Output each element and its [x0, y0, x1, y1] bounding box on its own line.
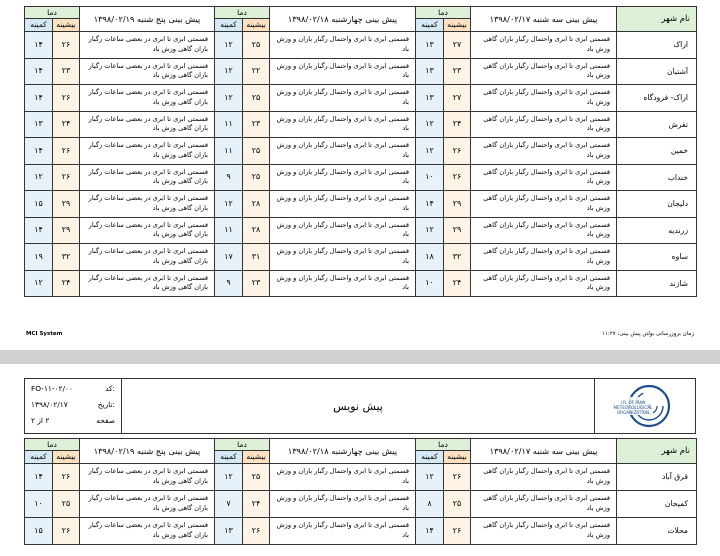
day2-header: پیش بینی چهارشنبه ۱۳۹۸/۰۲/۱۸: [270, 7, 416, 32]
day3-description: قسمتی ابری تا ابری در بعضی ساعات رگبار باران گاهی وزش باد: [80, 58, 215, 85]
day1-min-temp: ۱۳: [416, 85, 444, 112]
day3-min-header: کمینه: [25, 451, 53, 464]
city-name: زرندیه: [617, 217, 697, 244]
day1-max-temp: ۲۶: [444, 138, 471, 165]
day3-description: قسمتی ابری تا ابری در بعضی ساعات رگبار باران گاهی وزش باد: [80, 518, 215, 545]
day1-max-temp: ۲۵: [444, 491, 471, 518]
day2-max-temp: ۲۵: [243, 164, 270, 191]
day1-min-header: کمینه: [416, 19, 444, 32]
day1-min-temp: ۱۲: [416, 217, 444, 244]
day2-min-temp: ۱۲: [215, 191, 243, 218]
logo-icon: [609, 383, 681, 429]
day2-min-temp: ۹: [215, 164, 243, 191]
day2-max-temp: ۲۵: [243, 85, 270, 112]
page-title: پیش نویس: [333, 399, 383, 413]
table-row: [25, 464, 697, 491]
table-row: [25, 244, 697, 271]
day3-max-temp: ۲۵: [53, 491, 80, 518]
forecast-table-2: [24, 438, 697, 545]
day2-description: قسمتی ابری تا ابری واحتمال رگبار باران و وزش باد: [270, 464, 416, 491]
table-row: [25, 217, 697, 244]
day2-description: قسمتی ابری تا ابری واحتمال رگبار باران و وزش باد: [270, 58, 416, 85]
city-name: آشتیان: [617, 58, 697, 85]
table-row: [25, 164, 697, 191]
day3-header: پیش بینی پنج شنبه ۱۳۹۸/۰۲/۱۹: [80, 439, 215, 464]
day1-max-temp: ۲۶: [444, 518, 471, 545]
svg-text:METEOROLOGICAL: METEOROLOGICAL: [613, 405, 653, 410]
day1-min-temp: ۱۳: [416, 58, 444, 85]
day3-min-temp: ۱۴: [25, 85, 53, 112]
day3-min-temp: ۱۹: [25, 244, 53, 271]
day1-min-temp: ۸: [416, 491, 444, 518]
city-name: قرق آباد: [617, 464, 697, 491]
day3-max-temp: ۲۶: [53, 85, 80, 112]
day1-description: قسمتی ابری تا ابری واحتمال رگبار باران گاهی وزش باد: [471, 85, 617, 112]
day3-max-temp: ۲۴: [53, 270, 80, 297]
day2-min-temp: ۱۲: [215, 32, 243, 59]
day2-max-temp: ۲۴: [243, 491, 270, 518]
day1-description: قسمتی ابری تا ابری واحتمال رگبار باران گاهی وزش باد: [471, 464, 617, 491]
day3-max-temp: ۲۶: [53, 138, 80, 165]
day3-description: قسمتی ابری تا ابری در بعضی ساعات رگبار باران گاهی وزش باد: [80, 270, 215, 297]
city-name: محلات: [617, 518, 697, 545]
city-header: نام شهر: [617, 439, 697, 464]
day3-description: قسمتی ابری تا ابری در بعضی ساعات رگبار باران گاهی وزش باد: [80, 491, 215, 518]
day3-description: قسمتی ابری تا ابری در بعضی ساعات رگبار باران گاهی وزش باد: [80, 111, 215, 138]
day3-min-temp: ۱۴: [25, 464, 53, 491]
day2-min-temp: ۷: [215, 491, 243, 518]
day1-min-temp: ۱۰: [416, 270, 444, 297]
day2-min-temp: ۱۲: [215, 464, 243, 491]
table-row: [25, 191, 697, 218]
table-row: [25, 518, 697, 545]
document-info: [25, 379, 122, 433]
day1-min-temp: ۱۲: [416, 464, 444, 491]
day2-min-temp: ۱۱: [215, 217, 243, 244]
day3-max-temp: ۲۶: [53, 518, 80, 545]
table-row: [25, 270, 697, 297]
day3-max-header: بیشینه: [53, 451, 80, 464]
day1-max-temp: ۲۶: [444, 464, 471, 491]
footer-update-time: زمان بروزرسانی بولتن پیش بینی: ۱۱:۲۷: [601, 331, 694, 337]
day1-min-temp: ۱۲: [416, 138, 444, 165]
day3-description: قسمتی ابری تا ابری در بعضی ساعات رگبار باران گاهی وزش باد: [80, 464, 215, 491]
day1-max-temp: ۲۹: [444, 217, 471, 244]
day3-description: قسمتی ابری تا ابری در بعضی ساعات رگبار باران گاهی وزش باد: [80, 164, 215, 191]
day2-description: قسمتی ابری تا ابری واحتمال رگبار باران و وزش باد: [270, 270, 416, 297]
day3-min-temp: ۱۲: [25, 270, 53, 297]
day2-description: قسمتی ابری تا ابری واحتمال رگبار باران و وزش باد: [270, 191, 416, 218]
day3-description: قسمتی ابری تا ابری در بعضی ساعات رگبار باران گاهی وزش باد: [80, 217, 215, 244]
day3-min-temp: ۱۵: [25, 518, 53, 545]
day1-description: قسمتی ابری تا ابری واحتمال رگبار باران گاهی وزش باد: [471, 518, 617, 545]
day1-description: قسمتی ابری تا ابری واحتمال رگبار باران گاهی وزش باد: [471, 217, 617, 244]
day2-description: قسمتی ابری تا ابری واحتمال رگبار باران و وزش باد: [270, 111, 416, 138]
city-name: اراک: [617, 32, 697, 59]
day1-description: قسمتی ابری تا ابری واحتمال رگبار باران گاهی وزش باد: [471, 164, 617, 191]
day1-min-temp: ۱۴: [416, 518, 444, 545]
day2-max-header: بیشینه: [243, 19, 270, 32]
day2-max-temp: ۲۵: [243, 464, 270, 491]
city-header: نام شهر: [617, 7, 697, 32]
table-row: [25, 85, 697, 112]
day1-header: پیش بینی سه شنبه ۱۳۹۸/۰۲/۱۷: [471, 7, 617, 32]
svg-text:ORGANIZATION: ORGANIZATION: [616, 410, 650, 415]
day2-description: قسمتی ابری تا ابری واحتمال رگبار باران و وزش باد: [270, 138, 416, 165]
day1-max-temp: ۲۷: [444, 32, 471, 59]
city-name: شازند: [617, 270, 697, 297]
day1-min-header: کمینه: [416, 451, 444, 464]
day2-max-temp: ۲۸: [243, 217, 270, 244]
day1-max-temp: ۳۲: [444, 244, 471, 271]
day2-max-temp: ۲۳: [243, 111, 270, 138]
city-name: خنداب: [617, 164, 697, 191]
day3-max-temp: ۲۴: [53, 111, 80, 138]
day3-min-temp: ۱۴: [25, 32, 53, 59]
day2-description: قسمتی ابری تا ابری واحتمال رگبار باران و وزش باد: [270, 32, 416, 59]
day2-min-header: کمینه: [215, 19, 243, 32]
table-row: [25, 138, 697, 165]
day3-min-temp: ۱۴: [25, 138, 53, 165]
day1-description: قسمتی ابری تا ابری واحتمال رگبار باران گاهی وزش باد: [471, 32, 617, 59]
day2-header: پیش بینی چهارشنبه ۱۳۹۸/۰۲/۱۸: [270, 439, 416, 464]
day1-min-temp: ۱۳: [416, 32, 444, 59]
day1-max-temp: ۲۷: [444, 85, 471, 112]
day1-min-temp: ۱۲: [416, 111, 444, 138]
day2-max-temp: ۲۲: [243, 58, 270, 85]
day3-description: قسمتی ابری تا ابری در بعضی ساعات رگبار باران گاهی وزش باد: [80, 32, 215, 59]
day1-max-header: بیشینه: [444, 19, 471, 32]
day3-max-temp: ۲۶: [53, 164, 80, 191]
day1-max-temp: ۲۹: [444, 191, 471, 218]
page-value: ۲ از ۲: [31, 416, 50, 425]
table-row: [25, 111, 697, 138]
day3-description: قسمتی ابری تا ابری در بعضی ساعات رگبار باران گاهی وزش باد: [80, 85, 215, 112]
city-name: خمین: [617, 138, 697, 165]
city-name: اراک- فرودگاه: [617, 85, 697, 112]
code-value: FO-۱۱-۰۲/۰۰: [31, 384, 73, 393]
date-value: ۱۳۹۸/۰۲/۱۷: [31, 400, 68, 409]
day2-max-temp: ۲۵: [243, 32, 270, 59]
city-name: دلیجان: [617, 191, 697, 218]
day2-max-temp: ۲۸: [243, 191, 270, 218]
day3-max-temp: ۲۶: [53, 32, 80, 59]
page-separator: [0, 350, 720, 364]
day3-min-header: کمینه: [25, 19, 53, 32]
day2-max-header: بیشینه: [243, 451, 270, 464]
day2-description: قسمتی ابری تا ابری واحتمال رگبار باران و وزش باد: [270, 85, 416, 112]
day3-description: قسمتی ابری تا ابری در بعضی ساعات رگبار باران گاهی وزش باد: [80, 138, 215, 165]
day1-min-temp: ۱۸: [416, 244, 444, 271]
day3-max-temp: ۲۹: [53, 191, 80, 218]
code-label: کد:: [105, 384, 115, 393]
day1-description: قسمتی ابری تا ابری واحتمال رگبار باران گاهی وزش باد: [471, 244, 617, 271]
day1-max-temp: ۲۴: [444, 270, 471, 297]
day2-min-temp: ۱۲: [215, 85, 243, 112]
city-name: کمیجان: [617, 491, 697, 518]
day2-min-temp: ۱۱: [215, 138, 243, 165]
day3-header: پیش بینی پنج شنبه ۱۳۹۸/۰۲/۱۹: [80, 7, 215, 32]
day1-temp-header: دما: [416, 439, 471, 451]
day3-max-temp: ۲۶: [53, 464, 80, 491]
day3-description: قسمتی ابری تا ابری در بعضی ساعات رگبار باران گاهی وزش باد: [80, 244, 215, 271]
day1-temp-header: دما: [416, 7, 471, 19]
day3-temp-header: دما: [25, 439, 80, 451]
day3-min-temp: ۱۴: [25, 217, 53, 244]
day1-max-temp: ۲۳: [444, 58, 471, 85]
day1-max-temp: ۲۴: [444, 111, 471, 138]
day2-max-temp: ۲۳: [243, 270, 270, 297]
meteorological-organization-logo: [594, 379, 695, 433]
svg-text:I.R. OF IRAN: I.R. OF IRAN: [620, 400, 646, 405]
day1-header: پیش بینی سه شنبه ۱۳۹۸/۰۲/۱۷: [471, 439, 617, 464]
date-label: تاریخ:: [97, 400, 115, 409]
table-row: [25, 491, 697, 518]
day3-temp-header: دما: [25, 7, 80, 19]
day1-description: قسمتی ابری تا ابری واحتمال رگبار باران گاهی وزش باد: [471, 270, 617, 297]
bulletin-page-2: [0, 364, 720, 556]
day3-description: قسمتی ابری تا ابری در بعضی ساعات رگبار باران گاهی وزش باد: [80, 191, 215, 218]
day2-description: قسمتی ابری تا ابری واحتمال رگبار باران و وزش باد: [270, 491, 416, 518]
day1-description: قسمتی ابری تا ابری واحتمال رگبار باران گاهی وزش باد: [471, 491, 617, 518]
day1-description: قسمتی ابری تا ابری واحتمال رگبار باران گاهی وزش باد: [471, 138, 617, 165]
city-name: ساوه: [617, 244, 697, 271]
day2-max-temp: ۲۵: [243, 138, 270, 165]
document-header: [24, 378, 696, 434]
city-name: تفرش: [617, 111, 697, 138]
table-row: [25, 58, 697, 85]
day2-min-temp: ۱۷: [215, 244, 243, 271]
page-label: صفحه: [96, 416, 115, 425]
day2-description: قسمتی ابری تا ابری واحتمال رگبار باران و وزش باد: [270, 217, 416, 244]
footer-system: MCI System: [26, 331, 63, 337]
day1-min-temp: ۱۰: [416, 164, 444, 191]
day1-max-header: بیشینه: [444, 451, 471, 464]
day2-temp-header: دما: [215, 439, 270, 451]
day3-min-temp: ۱۰: [25, 491, 53, 518]
day3-max-temp: ۲۹: [53, 217, 80, 244]
day2-max-temp: ۳۱: [243, 244, 270, 271]
day1-description: قسمتی ابری تا ابری واحتمال رگبار باران گاهی وزش باد: [471, 111, 617, 138]
day2-min-temp: ۱۲: [215, 58, 243, 85]
day1-max-temp: ۲۶: [444, 164, 471, 191]
day2-temp-header: دما: [215, 7, 270, 19]
day2-min-header: کمینه: [215, 451, 243, 464]
day2-description: قسمتی ابری تا ابری واحتمال رگبار باران و وزش باد: [270, 164, 416, 191]
forecast-table-1: [24, 6, 697, 297]
day3-min-temp: ۱۵: [25, 191, 53, 218]
day1-description: قسمتی ابری تا ابری واحتمال رگبار باران گاهی وزش باد: [471, 58, 617, 85]
day3-min-temp: ۱۳: [25, 111, 53, 138]
day2-min-temp: ۹: [215, 270, 243, 297]
day2-description: قسمتی ابری تا ابری واحتمال رگبار باران و وزش باد: [270, 244, 416, 271]
table-row: [25, 32, 697, 59]
day2-max-temp: ۲۶: [243, 518, 270, 545]
day3-max-temp: ۳۲: [53, 244, 80, 271]
day2-description: قسمتی ابری تا ابری واحتمال رگبار باران و وزش باد: [270, 518, 416, 545]
day1-description: قسمتی ابری تا ابری واحتمال رگبار باران گاهی وزش باد: [471, 191, 617, 218]
day2-min-temp: ۱۳: [215, 518, 243, 545]
day2-min-temp: ۱۱: [215, 111, 243, 138]
day3-max-temp: ۲۳: [53, 58, 80, 85]
day1-min-temp: ۱۴: [416, 191, 444, 218]
day3-min-temp: ۱۴: [25, 58, 53, 85]
day3-min-temp: ۱۲: [25, 164, 53, 191]
day3-max-header: بیشینه: [53, 19, 80, 32]
